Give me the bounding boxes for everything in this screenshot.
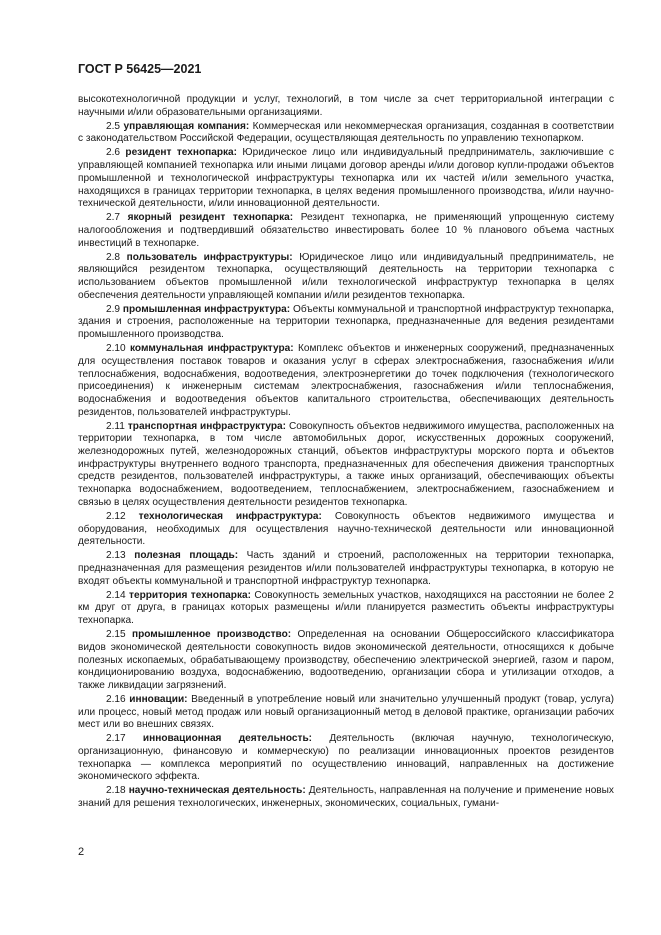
definition-2-17	[78, 733, 614, 784]
term: резидент технопарка:	[125, 147, 238, 159]
term: территория технопарка:	[129, 589, 251, 601]
definition-2-6	[78, 147, 614, 211]
definition-2-9	[78, 304, 614, 342]
definition-2-7	[78, 212, 614, 250]
definition-text: Совокупность объектов недвижимого имущества и оборудования, необходимых для осуществления научно-технической деятельности или инновационной деятельности.	[78, 510, 614, 548]
definition-text: Юридическое лицо или индивидуальный предприниматель, не являющийся резидентом технопарка, осуществляющий деятельность на территории технопарка с использованием объектов промышленной и/или технологической инфраструктур технопарка в целях обеспечения деятельности управляющей компании и/или резидентов технопарка.	[78, 251, 615, 301]
term: инновационная деятельность:	[142, 733, 313, 745]
clause-number: 2.12	[106, 510, 126, 522]
definition-text: Часть зданий и строений, расположенных на территории технопарка, предназначенная для размещения резидентов и/или пользователей инфраструктуры технопарка, в которую не входят объекты коммунальной и транспортной инфраструктур технопарка.	[78, 550, 615, 587]
clause-number: 2.9	[106, 303, 121, 315]
definition-text: Совокупность земельных участков, находящихся на расстоянии не более 2 км друг от друга, в границах которых размещены и/или планируется разместить объекты инфраструктуры технопарка.	[78, 589, 614, 627]
clause-number: 2.8	[106, 251, 121, 263]
term: промышленное производство:	[131, 629, 292, 641]
clause-number: 2.10	[106, 343, 126, 355]
document-body	[78, 94, 614, 812]
term: технологическая инфраструктура:	[138, 510, 322, 522]
definition-2-11	[78, 421, 614, 510]
definition-text: Коммерческая или некоммерческая организация, созданная в соответствии с законодательством Российской Федерации, осуществляющая деятельность по управлению технопарком.	[78, 120, 614, 145]
definition-text: Совокупность объектов недвижимого имущества, расположенных на территории технопарка, в том числе автомобильных дорог, искусственных дорожных сооружений, железнодорожных путей, железнодорожных станций, объектов инфраструктуры морского порта и объектов инфраструктуры внутреннего водного транспорта, предназначенных для обеспечения движения транспортных средств резидентов, пользователей инфраструктуры, а также иных организаций, обеспечивающих объекты технопарка водоснабжением, водоотведением, теплоснабжением, электроснабжением, газоснабжением и связью в целях осуществления деятельности резидентов технопарка.	[78, 420, 614, 508]
definition-text: Определенная на основании Общероссийского классификатора видов экономической деятельности совокупность видов экономической деятельности, относящихся к добыче полезных ископаемых, обрабатывающему производству, обеспечению электрической энергией, газом и паром, кондиционированию воздуха, водоснабжению, водоотведению, организации сбора и утилизации отходов, а также ликвидации загрязнений.	[78, 629, 615, 691]
document-header: ГОСТ Р 56425—2021	[78, 62, 202, 76]
clause-number: 2.18	[106, 785, 126, 797]
clause-number: 2.13	[106, 550, 126, 562]
definition-2-18	[78, 785, 614, 810]
term: якорный резидент технопарка:	[127, 212, 294, 224]
definition-text: Деятельность (включая научную, технологическую, организационную, финансовую и коммерческую) по реализации инновационных проектов резидентов технопарка — комплекса мероприятий по осуществлению инноваций, направленных на достижение экономического эффекта.	[78, 733, 614, 783]
definition-text: Юридическое лицо или индивидуальный предприниматель, заключившие с управляющей компанией технопарка или иными лицами договор аренды и/или договор купли-продажи объектов промышленной и технологической инфраструктуры технопарка или их частей и/или земельного участка, находящихся в границах территории технопарка, в целях ведения промышленного производства, и/или научно-технической деятельности, и/или инновационной деятельности.	[78, 147, 614, 210]
definition-2-13	[78, 550, 614, 588]
definition-2-5	[78, 121, 614, 146]
clause-number: 2.6	[106, 147, 121, 159]
term: научно-техническая деятельность:	[128, 785, 306, 797]
clause-number: 2.5	[106, 120, 121, 132]
definition-2-16	[78, 694, 614, 732]
term: транспортная инфраструктура:	[127, 420, 287, 432]
clause-number: 2.14	[106, 589, 126, 601]
clause-number: 2.7	[106, 212, 121, 224]
term: промышленная инфраструктура:	[122, 303, 291, 315]
definition-text: Резидент технопарка, не применяющий упрощенную систему налогообложения и подтвердивший обязательство инвестировать более 10 % планового объема частных инвестиций в технопарке.	[78, 212, 614, 249]
definition-text: Введенный в употребление новый или значительно улучшенный продукт (товар, услуга) или процесс, новый метод продаж или новый организационный метод в деловой практике, организации рабочих мест или во внешних связях.	[78, 693, 614, 731]
term: управляющая компания:	[123, 120, 250, 132]
definition-text: Объекты коммунальной и транспортной инфраструктур технопарка, здания и строения, расположенные на территории технопарка, предназначенные для ведения резидентами промышленного производства.	[78, 303, 614, 341]
term: инновации:	[129, 693, 188, 705]
clause-number: 2.15	[106, 629, 126, 641]
definition-2-8	[78, 252, 614, 303]
definition-2-12	[78, 511, 614, 549]
intro-paragraph: высокотехнологичной продукции и услуг, технологий, в том числе за счет территориальной интеграции с научными и/или образовательными организациями.	[78, 94, 614, 118]
definition-2-10	[78, 343, 614, 419]
clause-number: 2.11	[106, 420, 125, 432]
page-number: 2	[78, 846, 85, 858]
definition-text: Деятельность, направленная на получение и применение новых знаний для решения технологических, инженерных, экономических, социальных, гумани-	[78, 785, 614, 810]
term: коммунальная инфраструктура:	[130, 343, 294, 355]
term: пользователь инфраструктуры:	[126, 251, 293, 263]
definition-2-14	[78, 590, 614, 628]
definition-text: Комплекс объектов и инженерных сооружений, предназначенных для осуществления поставок товаров и оказания услуг в сферах электроснабжения, газоснабжения и/или теплоснабжения, водоснабжения, водоотведения, электроэнергетики до точек подключения (технологического присоединения) к инженерным системам электроснабжения, газоснабжения и/или теплоснабжения, водоснабжения и водоотведения объектов капитального строительства, обеспечивающих деятельность резидентов, пользователей инфраструктуры.	[78, 343, 614, 418]
clause-number: 2.17	[106, 733, 126, 745]
definition-2-15	[78, 629, 614, 693]
term: полезная площадь:	[134, 550, 239, 562]
clause-number: 2.16	[106, 693, 126, 705]
